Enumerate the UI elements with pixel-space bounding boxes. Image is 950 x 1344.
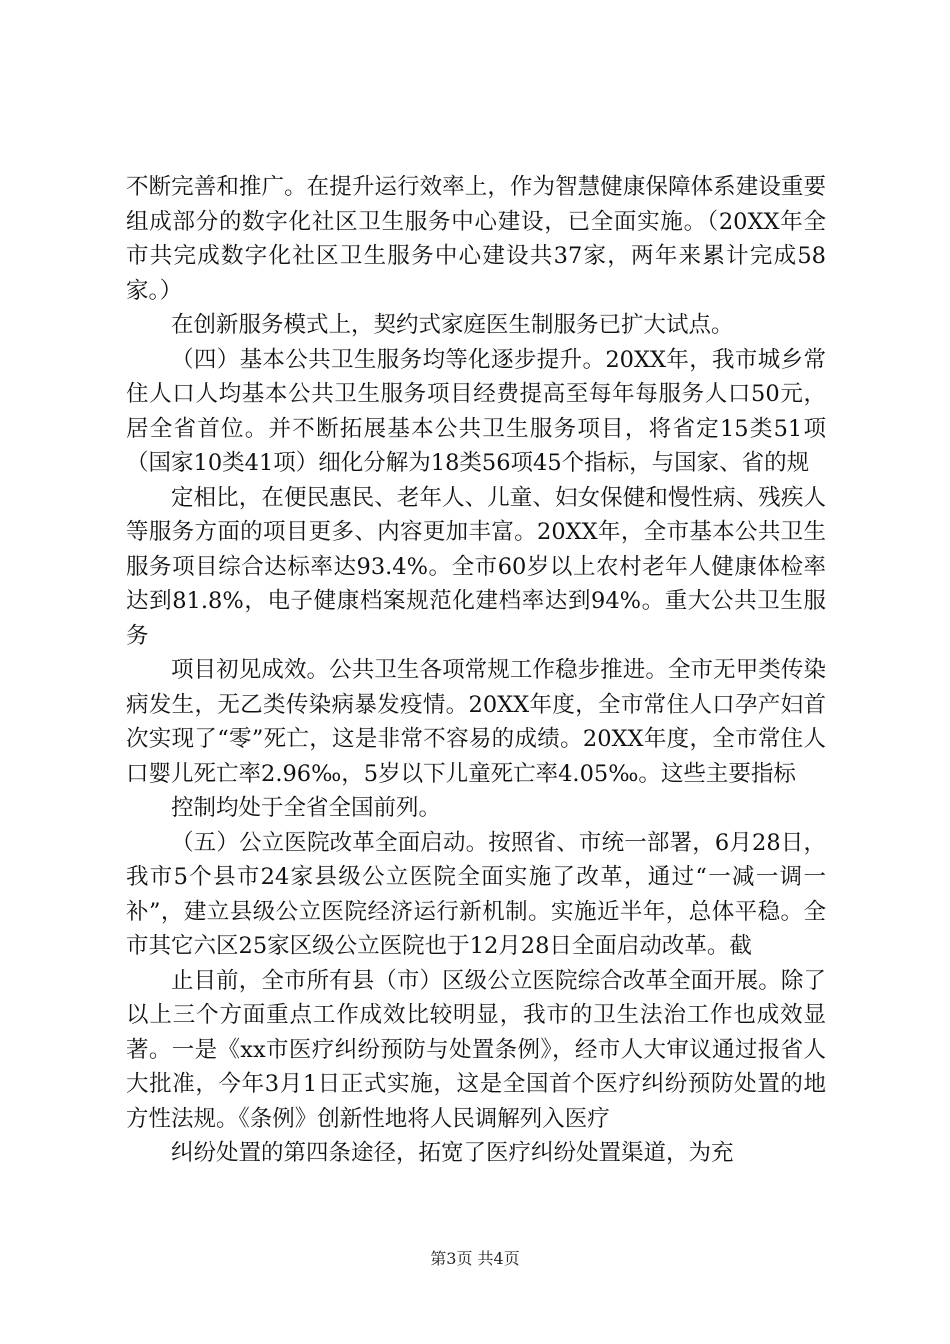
paragraph-5: 项目初见成效。公共卫生各项常规工作稳步推进。全市无甲类传染病发生，无乙类传染病暴发疫情。20XX年度，全市常住人口孕产妇首次实现了“零”死亡，这是非常不容易的成绩。20XX年度，全市常住人口婴儿死亡率2.96‰，5岁以下儿童死亡率4.05‰。这些主要指标 [126, 657, 826, 787]
page-footer: 第3页 共4页 [430, 1249, 520, 1268]
paragraph-1: 不断完善和推广。在提升运行效率上，作为智慧健康保障体系建设重要组成部分的数字化社区卫生服务中心建设，已全面实施。（20XX年全市共完成数字化社区卫生服务中心建设共37家，两年来累计完成58家。） [126, 174, 826, 304]
paragraph-4: 定相比，在便民惠民、老年人、儿童、妇女保健和慢性病、残疾人等服务方面的项目更多、内容更加丰富。20XX年，全市基本公共卫生服务项目综合达标率达93.4%。全市60岁以上农村老年人健康体检率达到81.8%，电子健康档案规范化建档率达到94%。重大公共卫生服务 [126, 484, 826, 649]
paragraph-8: 止目前，全市所有县（市）区级公立医院综合改革全面开展。除了以上三个方面重点工作成效比较明显，我市的卫生法治工作也成效显著。一是《xx市医疗纠纷预防与处置条例》，经市人大审议通过报省人大批准，今年3月1日正式实施，这是全国首个医疗纠纷预防处置的地方性法规。《条例》创新性地将人民调解列入医疗 [126, 967, 826, 1132]
paragraph-9: 纠纷处置的第四条途径，拓宽了医疗纠纷处置渠道，为充 [171, 1140, 734, 1166]
paragraph-3: （四）基本公共卫生服务均等化逐步提升。20XX年，我市城乡常住人口人均基本公共卫生服务项目经费提高至每年每服务人口50元，居全省首位。并不断拓展基本公共卫生服务项目，将省定15类51项（国家10类41项）细化分解为18类56项45个指标，与国家、省的规 [126, 346, 826, 476]
paragraph-6: 控制均处于全省全国前列。 [171, 795, 442, 821]
paragraph-2: 在创新服务模式上，契约式家庭医生制服务已扩大试点。 [171, 312, 734, 338]
paragraph-7: （五）公立医院改革全面启动。按照省、市统一部署，6月28日，我市5个县市24家县级公立医院全面实施了改革，通过“一减一调一补”，建立县级公立医院经济运行新机制。实施近半年，总体平稳。全市其它六区25家区级公立医院也于12月28日全面启动改革。截 [126, 829, 826, 959]
document-body [126, 170, 826, 1171]
